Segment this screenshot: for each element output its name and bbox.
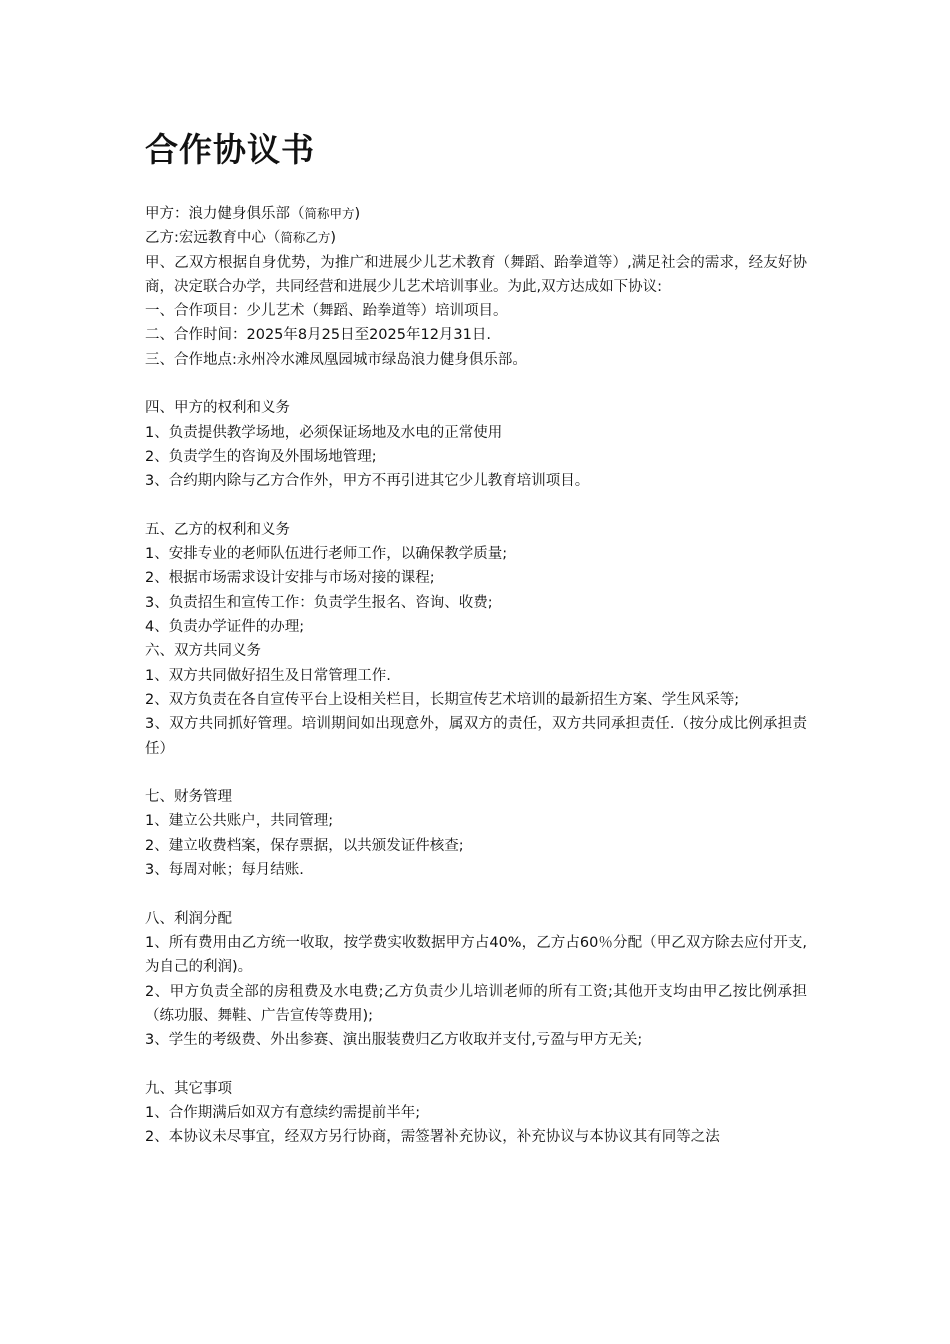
item-cooperation-time: 二、合作时间：2025年8月25日至2025年12月31日. (145, 327, 491, 344)
section-7-item: 1、建立公共账户，共同管理; (145, 813, 334, 830)
party-b-end: ) (330, 230, 337, 247)
document-body (145, 202, 807, 1150)
party-a-end: ) (354, 206, 361, 222)
item-cooperation-project: 一、合作项目：少儿艺术（舞蹈、跆拳道等）培训项目。 (145, 303, 508, 320)
section-7-heading: 七、财务管理 (145, 789, 232, 806)
party-a-note: 简称甲方 (304, 206, 355, 221)
section-6-item: 2、双方负责在各自宣传平台上设相关栏目，长期宣传艺术培训的最新招生方案、学生风采等; (145, 691, 740, 708)
section-8-item: 1、所有费用由乙方统一收取，按学费实收数据甲方占40%，乙方占60％分配（甲乙双方除去应付开支,为自己的利润)。 (145, 934, 807, 976)
section-5-item: 1、安排专业的老师队伍进行老师工作，以确保教学质量; (145, 546, 508, 563)
section-5-heading: 五、乙方的权利和义务 (145, 521, 290, 538)
intro-paragraph: 甲、乙双方根据自身优势，为推广和进展少儿艺术教育（舞蹈、跆拳道等）,满足社会的需求，经友好协商，决定联合办学，共同经营和进展少儿艺术培训事业。为此,双方达成如下协议: (145, 254, 807, 295)
section-7-item: 3、每周对帐；每月结账. (145, 862, 304, 879)
section-9-item: 2、本协议未尽事宜，经双方另行协商，需签署补充协议，补充协议与本协议其有同等之法 (145, 1129, 720, 1146)
item-cooperation-location: 三、合作地点:永州冷水滩凤凰园城市绿岛浪力健身俱乐部。 (145, 351, 527, 368)
section-6-heading: 六、双方共同义务 (145, 643, 261, 660)
party-b-note: 简称乙方 (280, 230, 331, 246)
section-9-item: 1、合作期满后如双方有意续约需提前半年; (145, 1104, 421, 1121)
section-4-item: 1、负责提供教学场地，必须保证场地及水电的正常使用 (145, 424, 503, 441)
section-8-item: 3、学生的考级费、外出参赛、演出服装费归乙方收取并支付,亏盈与甲方无关; (145, 1032, 643, 1049)
section-6-item: 3、双方共同抓好管理。培训期间如出现意外，属双方的责任，双方共同承担责任.（按分成比例承担责任） (145, 716, 807, 757)
party-a-line (145, 202, 807, 226)
party-b-text: 乙方:宏远教育中心（ (145, 230, 281, 247)
blank-line (145, 882, 807, 906)
section-8-heading: 八、利润分配 (145, 910, 232, 927)
section-7-item: 2、建立收费档案，保存票据，以共颁发证件核查; (145, 837, 464, 854)
section-5-item: 4、负责办学证件的办理; (145, 619, 305, 636)
blank-line (145, 372, 807, 396)
blank-line (145, 761, 807, 785)
document-page (145, 128, 807, 1150)
section-4-item: 3、合约期内除与乙方合作外，甲方不再引进其它少儿教育培训项目。 (145, 473, 590, 490)
section-9-heading: 九、其它事项 (145, 1080, 232, 1097)
blank-line (145, 1052, 807, 1076)
section-5-item: 2、根据市场需求设计安排与市场对接的课程; (145, 570, 435, 587)
section-4-heading: 四、甲方的权利和义务 (145, 400, 290, 417)
party-a-text: 甲方：浪力健身俱乐部（ (145, 206, 305, 222)
document-title: 合作协议书 (145, 130, 315, 169)
section-4-item: 2、负责学生的咨询及外围场地管理; (145, 448, 377, 465)
blank-line (145, 494, 807, 518)
section-8-item: 2、甲方负责全部的房租费及水电费;乙方负责少儿培训老师的所有工资;其他开支均由甲乙按比例承担（练功服、舞鞋、广告宣传等费用); (145, 983, 807, 1024)
section-5-item: 3、负责招生和宣传工作：负责学生报名、咨询、收费; (145, 594, 493, 611)
section-6-item: 1、双方共同做好招生及日常管理工作. (145, 667, 391, 684)
party-b-line (145, 226, 807, 250)
